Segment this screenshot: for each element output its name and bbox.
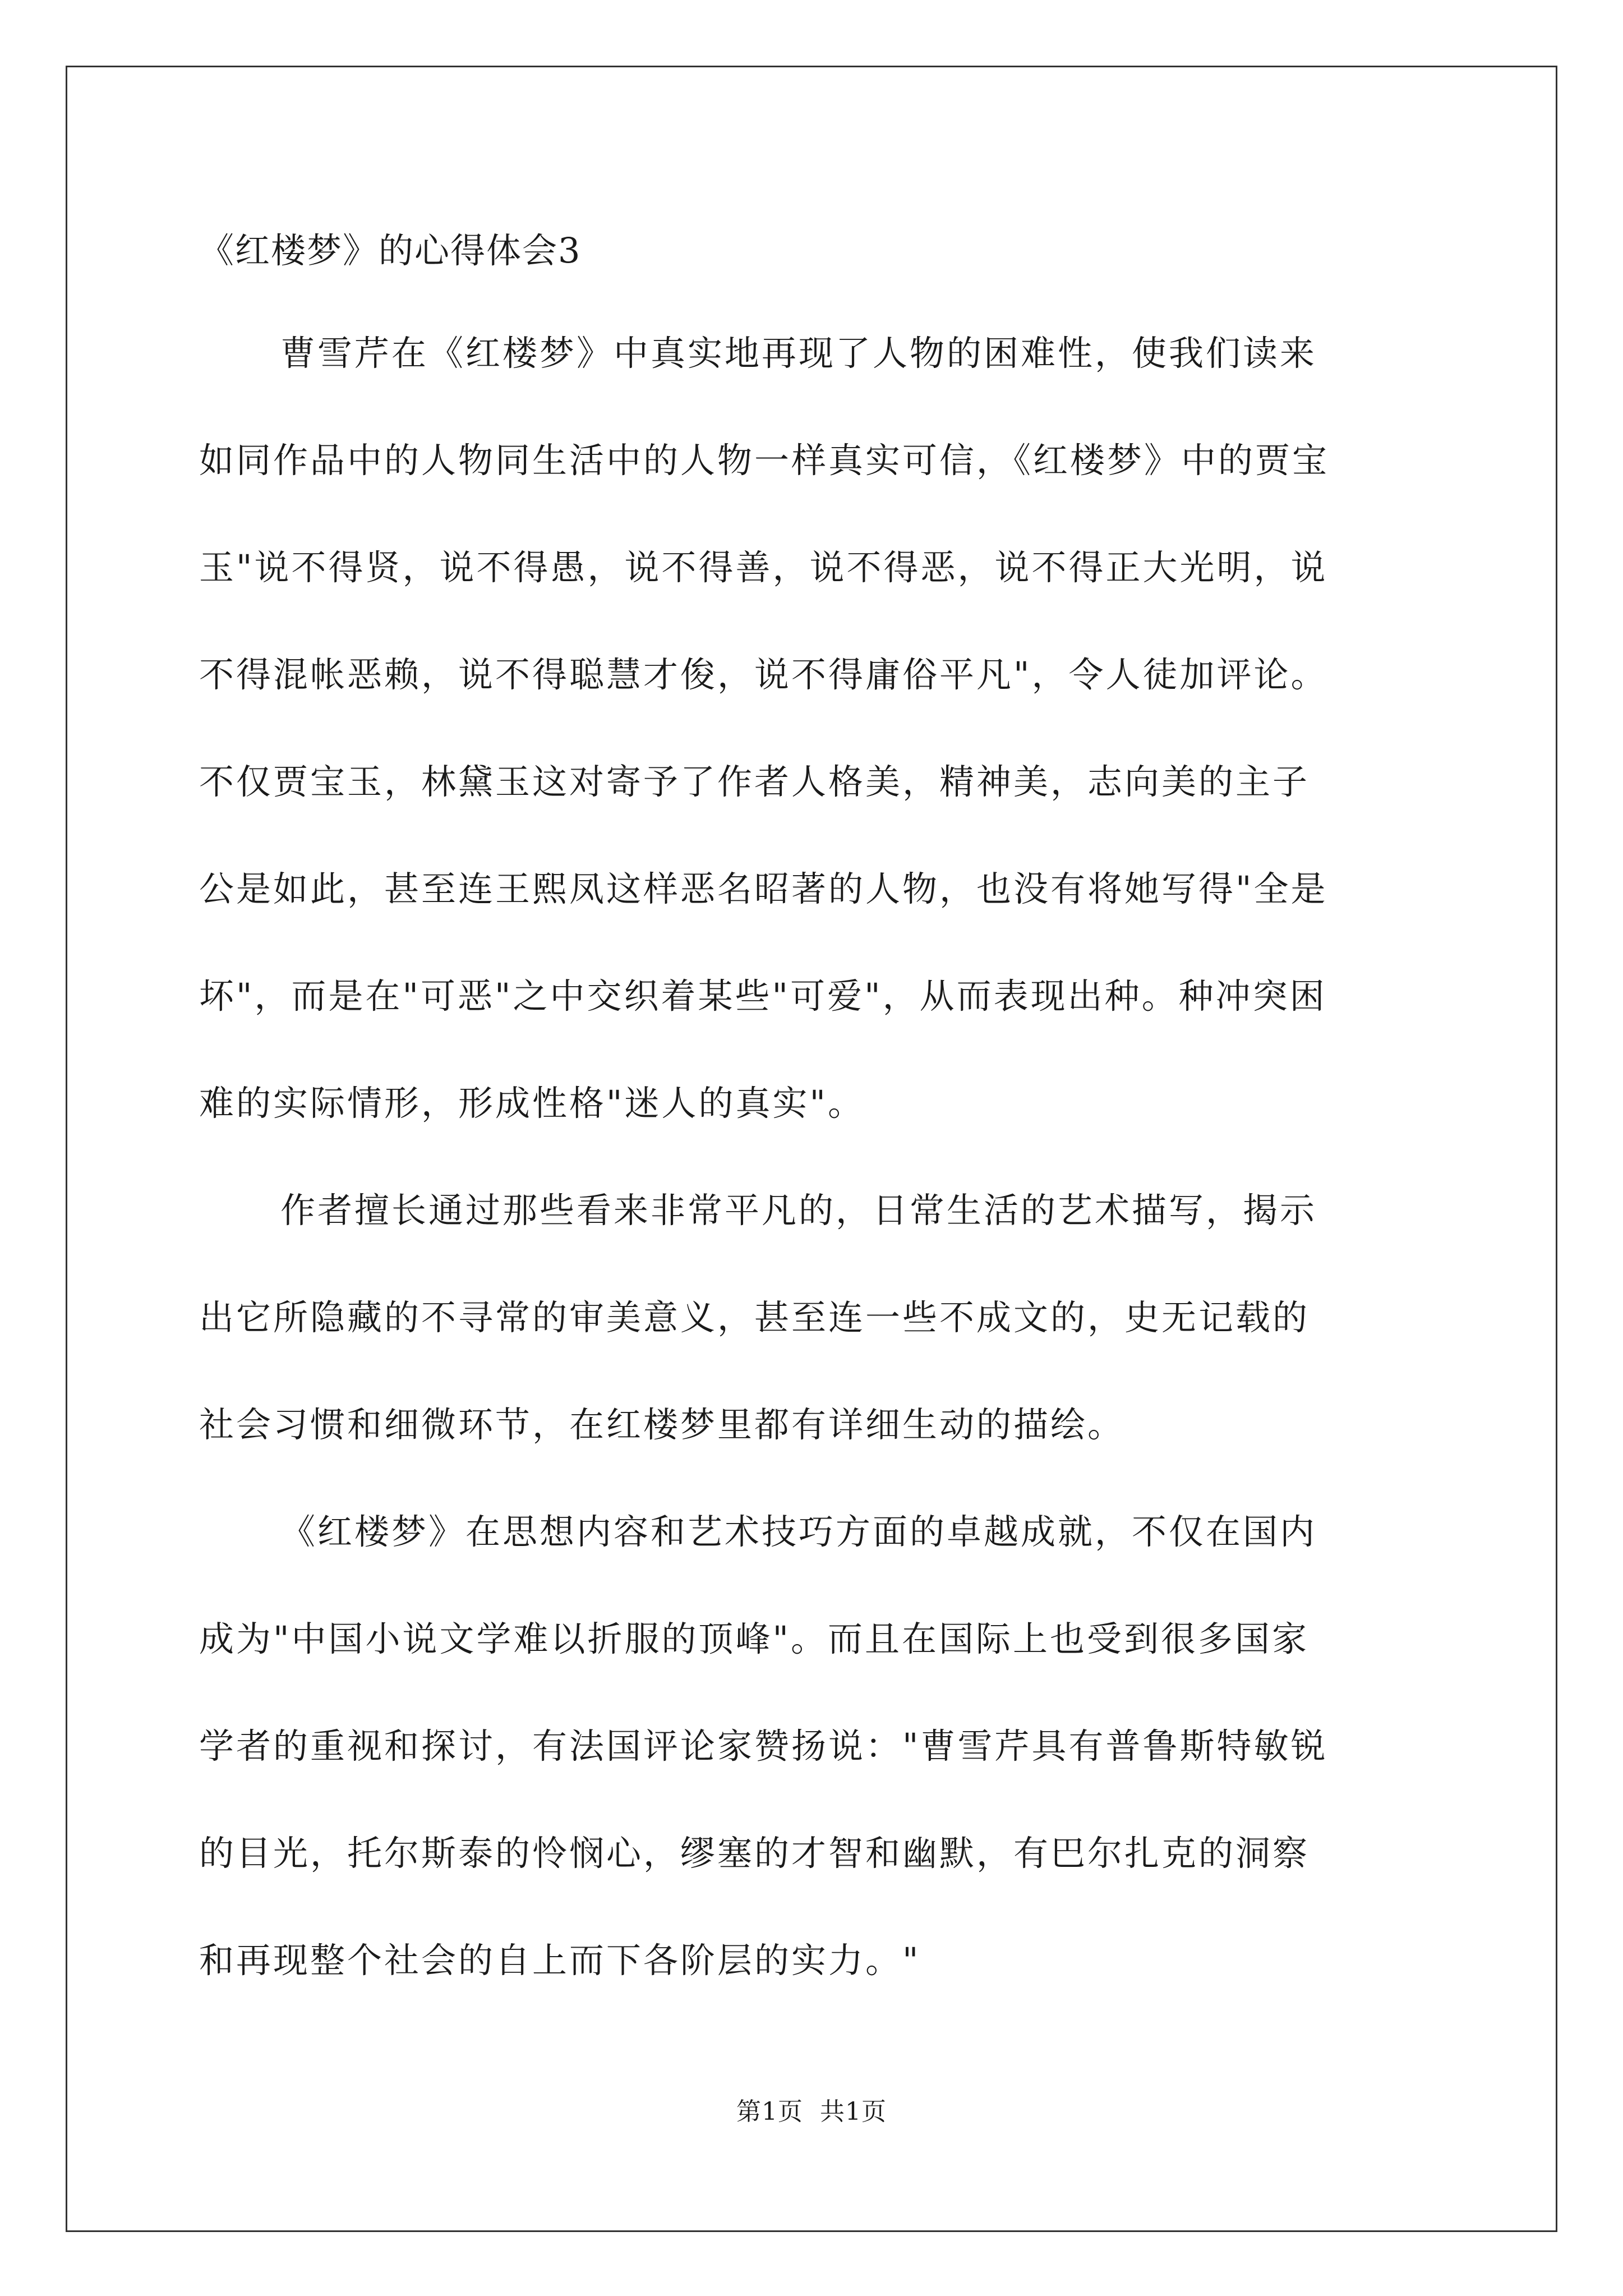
text-line: 《红楼梦》在思想内容和艺术技巧方面的卓越成就，不仅在国内 — [280, 1511, 1317, 1552]
text-line: 不仅贾宝玉，林黛玉这对寄予了作者人格美，精神美，志向美的主子 — [199, 761, 1310, 802]
text-line: 不得混帐恶赖，说不得聪慧才俊，说不得庸俗平凡"，令人徒加评论。 — [199, 654, 1328, 695]
text-line: 如同作品中的人物同生活中的人物一样真实可信，《红楼梦》中的贾宝 — [199, 440, 1330, 481]
document-body — [199, 216, 1430, 2037]
paragraph-2 — [199, 1180, 1430, 1501]
text-line: 出它所隐藏的不寻常的审美意义，甚至连一些不成文的，史无记载的 — [199, 1297, 1310, 1338]
document-title: 《红楼梦》的心得体会3 — [199, 230, 582, 271]
text-line: 玉"说不得贤，说不得愚，说不得善，说不得恶，说不得正大光明，说 — [199, 547, 1328, 588]
text-line: 公是如此，甚至连王熙凤这样恶名昭著的人物，也没有将她写得"全是 — [199, 868, 1328, 909]
text-line: 学者的重视和探讨，有法国评论家赞扬说："曹雪芹具有普鲁斯特敏锐 — [199, 1726, 1328, 1766]
text-line: 的目光，托尔斯泰的怜悯心，缪塞的才智和幽默，有巴尔扎克的洞察 — [199, 1833, 1310, 1874]
text-line: 难的实际情形，形成性格"迷人的真实"。 — [199, 1083, 865, 1124]
text-line: 曹雪芹在《红楼梦》中真实地再现了人物的困难性，使我们读来 — [280, 333, 1317, 374]
page-footer — [0, 2095, 1623, 2129]
text-line: 作者擅长通过那些看来非常平凡的，日常生活的艺术描写，揭示 — [280, 1190, 1317, 1231]
text-line: 社会习惯和细微环节，在红楼梦里都有详细生动的描绘。 — [199, 1404, 1125, 1445]
text-line: 坏"，而是在"可恶"之中交织着某些"可爱"，从而表现出种。种冲突困 — [199, 976, 1327, 1016]
text-line: 和再现整个社会的自上而下各阶层的实力。" — [199, 1940, 921, 1981]
paragraph-1 — [199, 323, 1430, 1180]
text-line: 成为"中国小说文学难以折服的顶峰"。而且在国际上也受到很多国家 — [199, 1618, 1310, 1659]
page-total: 共1页 — [820, 2097, 887, 2126]
page-number: 第1页 — [736, 2097, 803, 2126]
paragraph-3 — [199, 1501, 1430, 2037]
